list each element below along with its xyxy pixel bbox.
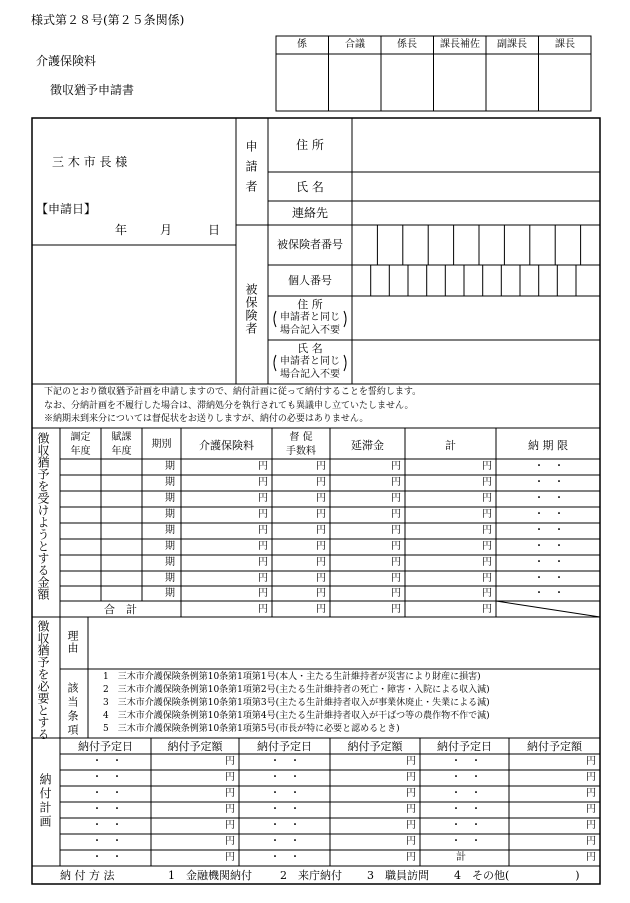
fee-yen: 円 (316, 477, 326, 488)
fee-yen: 円 (316, 541, 326, 552)
premium-yen: 円 (258, 509, 268, 520)
plan-date-dots: ・ ・ (92, 756, 122, 767)
plan-amount-yen: 円 (225, 804, 235, 815)
insured-address-label: 住 所 (297, 298, 323, 311)
h-premium: 介護保険料 (199, 439, 254, 452)
form-title-line2: 徴収猶予申請書 (50, 83, 135, 97)
premium-yen: 円 (258, 588, 268, 599)
applicant-title: 申請者 (244, 140, 258, 200)
amount-side-label: 徴収猶予を受けようとする金額 (36, 432, 50, 600)
due-date-dots: ・ ・ (534, 557, 564, 568)
total-yen: 円 (482, 493, 492, 504)
period-cell: 期 (165, 541, 175, 552)
plan-date-dots: ・ ・ (92, 772, 122, 783)
date-day: 日 (208, 223, 221, 237)
due-date-dots: ・ ・ (534, 573, 564, 584)
date-label: 【申請日】 (36, 202, 97, 216)
plan-amount-yen: 円 (586, 836, 596, 847)
fee-yen: 円 (316, 493, 326, 504)
premium-yen: 円 (258, 525, 268, 536)
due-date-dots: ・ ・ (534, 525, 564, 536)
sum-total-yen: 円 (482, 604, 492, 615)
approval-col-4: 課長補佐 (440, 39, 480, 50)
form-title-line1: 介護保険料 (36, 54, 97, 68)
plan-date-dots: ・ ・ (270, 820, 300, 831)
plan-date-dots: ・ ・ (270, 852, 300, 863)
insured-title: 被保険者 (244, 283, 258, 335)
insured-address-note1: 申請者と同じ (280, 312, 340, 323)
method-option-4[interactable]: 4 その他( ) (454, 869, 580, 882)
insured-address-note2: 場合記入不要 (280, 325, 340, 336)
h-due: 納 期 限 (528, 439, 568, 452)
applicant-address-field[interactable] (353, 119, 599, 171)
applicant-name-label: 氏 名 (296, 180, 324, 194)
total-yen: 円 (482, 588, 492, 599)
late-yen: 円 (391, 477, 401, 488)
clause-5[interactable]: 5 三木市介護保険条例第10条第1項第5号(市長が特に必要と認めるとき) (103, 724, 400, 734)
late-yen: 円 (391, 557, 401, 568)
due-date-dots: ・ ・ (534, 541, 564, 552)
fee-yen: 円 (316, 573, 326, 584)
plan-amount-yen: 円 (586, 772, 596, 783)
total-yen: 円 (482, 573, 492, 584)
insured-address-field[interactable] (353, 297, 599, 339)
date-month: 月 (160, 223, 173, 237)
h-fy2: 年度 (111, 446, 132, 457)
total-yen: 円 (482, 525, 492, 536)
plan-date-dots: ・ ・ (451, 788, 481, 799)
sum-fee-yen: 円 (316, 604, 326, 615)
fee-yen: 円 (316, 461, 326, 472)
fee-yen: 円 (316, 588, 326, 599)
total-yen: 円 (482, 541, 492, 552)
personal-number-label: 個人番号 (288, 274, 332, 287)
plan-date-dots: ・ ・ (451, 772, 481, 783)
plan-amount-yen: 円 (586, 788, 596, 799)
plan-date-dots: ・ ・ (270, 836, 300, 847)
statement-line-2: なお、分納計画を不履行した場合は、滞納処分を執行されても異議申し立ていたしません。 (44, 401, 414, 411)
period-cell: 期 (165, 509, 175, 520)
amount-sum-label: 合 計 (104, 603, 137, 616)
premium-yen: 円 (258, 573, 268, 584)
plan-date-dots: ・ ・ (451, 804, 481, 815)
form-id: 様式第２８号(第２５条関係) (31, 13, 185, 27)
late-yen: 円 (391, 509, 401, 520)
plan-amount-yen: 円 (225, 852, 235, 863)
due-date-dots: ・ ・ (534, 493, 564, 504)
late-yen: 円 (391, 461, 401, 472)
plan-amount-yen: 円 (586, 820, 596, 831)
clause-2[interactable]: 2 三木市介護保険条例第10条第1項第2号(主たる生計維持者の死亡・障害・入院による収入減) (103, 685, 490, 695)
method-label: 納 付 方 法 (60, 869, 115, 882)
plan-date-dots: ・ ・ (451, 836, 481, 847)
plan-amount-yen: 円 (225, 820, 235, 831)
plan-amount-yen: 円 (586, 852, 596, 863)
reason-label: 理由 (66, 630, 79, 654)
plan-h-amount-2: 納付予定額 (347, 740, 403, 753)
plan-date-dots: ・ ・ (92, 788, 122, 799)
plan-amount-yen: 円 (225, 788, 235, 799)
total-yen: 円 (482, 557, 492, 568)
h-year2: 年度 (70, 446, 91, 457)
plan-date-dots: ・ ・ (270, 772, 300, 783)
period-cell: 期 (165, 557, 175, 568)
insured-number-label: 被保険者番号 (277, 238, 343, 251)
plan-amount-yen: 円 (406, 820, 416, 831)
late-yen: 円 (391, 493, 401, 504)
plan-total-label: 計 (456, 852, 466, 863)
plan-amount-yen: 円 (225, 756, 235, 767)
plan-amount-yen: 円 (225, 772, 235, 783)
h-fy1: 賦課 (111, 432, 132, 443)
sum-late-yen: 円 (391, 604, 401, 615)
period-cell: 期 (165, 573, 175, 584)
plan-date-dots: ・ ・ (92, 804, 122, 815)
fee-yen: 円 (316, 509, 326, 520)
period-cell: 期 (165, 477, 175, 488)
sum-premium-yen: 円 (258, 604, 268, 615)
plan-amount-yen: 円 (406, 804, 416, 815)
late-yen: 円 (391, 541, 401, 552)
method-option-1[interactable]: 1 金融機関納付 (168, 869, 252, 882)
items-label: 該当条項 (66, 682, 79, 738)
applicant-address-label: 住 所 (296, 138, 324, 152)
statement-line-1: 下記のとおり徴収猶予計画を申請しますので、納付計画に従って納付することを誓約します。 (44, 387, 422, 397)
plan-amount-yen: 円 (406, 788, 416, 799)
late-yen: 円 (391, 573, 401, 584)
plan-amount-yen: 円 (406, 836, 416, 847)
plan-h-date-3: 納付予定日 (437, 740, 492, 753)
clause-4[interactable]: 4 三木市介護保険条例第10条第1項第4号(主たる生計維持者収入が干ばつ等の農作物不作で減) (103, 711, 490, 721)
total-yen: 円 (482, 477, 492, 488)
plan-side-label: 納付計画 (38, 773, 52, 829)
plan-date-dots: ・ ・ (92, 852, 122, 863)
approval-col-1: 係 (297, 39, 307, 50)
h-late: 延滞金 (351, 439, 384, 452)
plan-date-dots: ・ ・ (92, 820, 122, 831)
plan-amount-yen: 円 (586, 804, 596, 815)
plan-h-date-2: 納付予定日 (257, 740, 312, 753)
due-date-dots: ・ ・ (534, 477, 564, 488)
h-period: 期別 (151, 439, 172, 450)
due-date-dots: ・ ・ (534, 588, 564, 599)
h-year1: 調定 (70, 432, 91, 443)
clause-3[interactable]: 3 三木市介護保険条例第10条第1項第3号(主たる生計維持者収入が事業休廃止・失業による減) (103, 698, 490, 708)
total-yen: 円 (482, 509, 492, 520)
premium-yen: 円 (258, 477, 268, 488)
approval-col-5: 副課長 (497, 39, 527, 50)
due-date-dots: ・ ・ (534, 509, 564, 520)
plan-amount-yen: 円 (406, 852, 416, 863)
reason-side-label: 徴収猶予を必要とする (36, 620, 50, 740)
approval-col-3: 係長 (397, 39, 417, 50)
method-option-2[interactable]: 2 来庁納付 (280, 869, 342, 882)
due-date-dots: ・ ・ (534, 461, 564, 472)
approval-col-6: 課長 (555, 39, 575, 50)
clause-1[interactable]: 1 三木市介護保険条例第10条第1項第1号(本人・主たる生計維持者が災害により財産に損害) (103, 672, 481, 682)
premium-yen: 円 (258, 541, 268, 552)
plan-date-dots: ・ ・ (451, 756, 481, 767)
insured-name-note2: 場合記入不要 (280, 369, 340, 380)
plan-h-amount-1: 納付予定額 (167, 740, 223, 753)
plan-amount-yen: 円 (586, 756, 596, 767)
plan-amount-yen: 円 (225, 836, 235, 847)
premium-yen: 円 (258, 493, 268, 504)
reason-field[interactable] (89, 618, 599, 668)
h-fee1: 督 促 (289, 432, 313, 443)
insured-name-field[interactable] (353, 341, 599, 383)
applicant-contact-label: 連絡先 (291, 206, 328, 220)
late-yen: 円 (391, 588, 401, 599)
statement-line-3: ※納期未到来分については督促状をお送りしますが、納付の必要はありません。 (44, 414, 369, 424)
fee-yen: 円 (316, 557, 326, 568)
premium-yen: 円 (258, 557, 268, 568)
premium-yen: 円 (258, 461, 268, 472)
method-option-3[interactable]: 3 職員訪問 (367, 869, 429, 882)
h-fee2: 手数料 (286, 446, 316, 457)
insured-name-note1: 申請者と同じ (280, 356, 340, 367)
date-year: 年 (115, 223, 128, 237)
plan-h-amount-3: 納付予定額 (527, 740, 582, 753)
period-cell: 期 (165, 461, 175, 472)
fee-yen: 円 (316, 525, 326, 536)
plan-date-dots: ・ ・ (270, 788, 300, 799)
h-total: 計 (445, 439, 456, 452)
total-yen: 円 (482, 461, 492, 472)
approval-col-2: 合議 (345, 39, 365, 50)
period-cell: 期 (165, 493, 175, 504)
plan-amount-yen: 円 (406, 756, 416, 767)
addressee: 三 木 市 長 様 (52, 155, 128, 169)
period-cell: 期 (165, 588, 175, 599)
plan-date-dots: ・ ・ (451, 820, 481, 831)
plan-amount-yen: 円 (406, 772, 416, 783)
plan-date-dots: ・ ・ (92, 836, 122, 847)
plan-date-dots: ・ ・ (270, 756, 300, 767)
plan-date-dots: ・ ・ (270, 804, 300, 815)
insured-name-label: 氏 名 (297, 342, 323, 355)
late-yen: 円 (391, 525, 401, 536)
applicant-name-field[interactable] (353, 173, 599, 200)
period-cell: 期 (165, 525, 175, 536)
plan-h-date-1: 納付予定日 (78, 740, 133, 753)
applicant-contact-field[interactable] (353, 202, 599, 224)
